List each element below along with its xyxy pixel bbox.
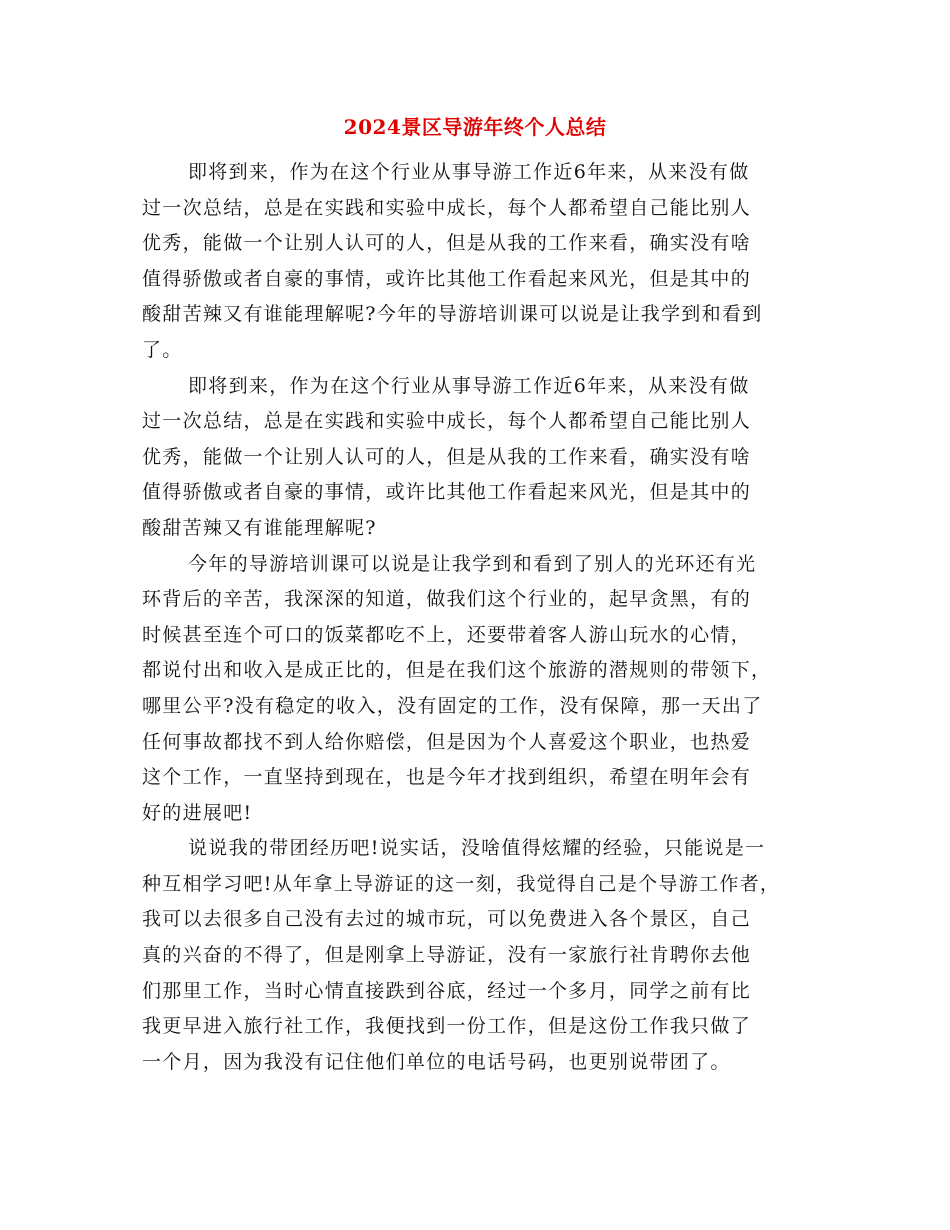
text-line: 今年的导游培训课可以说是让我学到和看到了别人的光环还有光 — [188, 552, 757, 575]
text-line: 即将到来，作为在这个行业从事导游工作近6年来，从来没有做 — [188, 374, 750, 397]
text-line: 优秀，能做一个让别人认可的人，但是从我的工作来看，确实没有啥 — [142, 232, 752, 255]
text-line: 我更早进入旅行社工作，我便找到一份工作，但是这份工作我只做了 — [142, 1015, 752, 1038]
text-line: 过一次总结，总是在实践和实验中成长，每个人都希望自己能比别人 — [142, 410, 752, 433]
text-line: 优秀，能做一个让别人认可的人，但是从我的工作来看，确实没有啥 — [142, 445, 752, 468]
text-line: 种互相学习吧!从年拿上导游证的这一刻，我觉得自己是个导游工作者， — [142, 872, 781, 895]
text-line: 我可以去很多自己没有去过的城市玩，可以免费进入各个景区，自己 — [142, 908, 752, 931]
paragraph-4 — [142, 831, 810, 1080]
text-line: 值得骄傲或者自豪的事情，或许比其他工作看起来风光，但是其中的 — [142, 267, 752, 290]
text-line: 酸甜苦辣又有谁能理解呢? — [142, 516, 377, 539]
document-title: 2024景区导游年终个人总结 — [343, 115, 607, 139]
text-line: 时候甚至连个可口的饭菜都吃不上，还要带着客人游山玩水的心情， — [142, 623, 752, 646]
text-line: 了。 — [142, 338, 183, 361]
text-line: 说说我的带团经历吧!说实话，没啥值得炫耀的经验，只能说是一 — [188, 837, 766, 860]
text-line: 都说付出和收入是成正比的，但是在我们这个旅游的潜规则的带领下， — [142, 659, 772, 682]
text-line: 这个工作，一直坚持到现在，也是今年才找到组织，希望在明年会有 — [142, 766, 752, 789]
text-line: 真的兴奋的不得了，但是刚拿上导游证，没有一家旅行社肯聘你去他 — [142, 944, 752, 967]
text-line: 任何事故都找不到人给你赔偿，但是因为个人喜爱这个职业，也热爱 — [142, 730, 752, 753]
text-line: 们那里工作，当时心情直接跌到谷底，经过一个多月，同学之前有比 — [142, 979, 752, 1002]
paragraph-1 — [142, 155, 810, 369]
text-line: 哪里公平?没有稳定的收入，没有固定的工作，没有保障，那一天出了 — [142, 694, 763, 717]
text-line: 值得骄傲或者自豪的事情，或许比其他工作看起来风光，但是其中的 — [142, 481, 752, 504]
text-line: 即将到来，作为在这个行业从事导游工作近6年来，从来没有做 — [188, 161, 750, 183]
text-line: 环背后的辛苦，我深深的知道，做我们这个行业的，起早贪黑，有的 — [142, 588, 752, 611]
text-line: 一个月，因为我没有记住他们单位的电话号码，也更别说带团了。 — [142, 1050, 731, 1073]
text-line: 好的进展吧! — [142, 801, 253, 824]
document-body — [142, 155, 810, 1080]
text-line: 过一次总结，总是在实践和实验中成长，每个人都希望自己能比别人 — [142, 196, 752, 219]
paragraph-2 — [142, 369, 810, 547]
text-line: 酸甜苦辣又有谁能理解呢?今年的导游培训课可以说是让我学到和看到 — [142, 303, 763, 326]
paragraph-3 — [142, 547, 810, 832]
